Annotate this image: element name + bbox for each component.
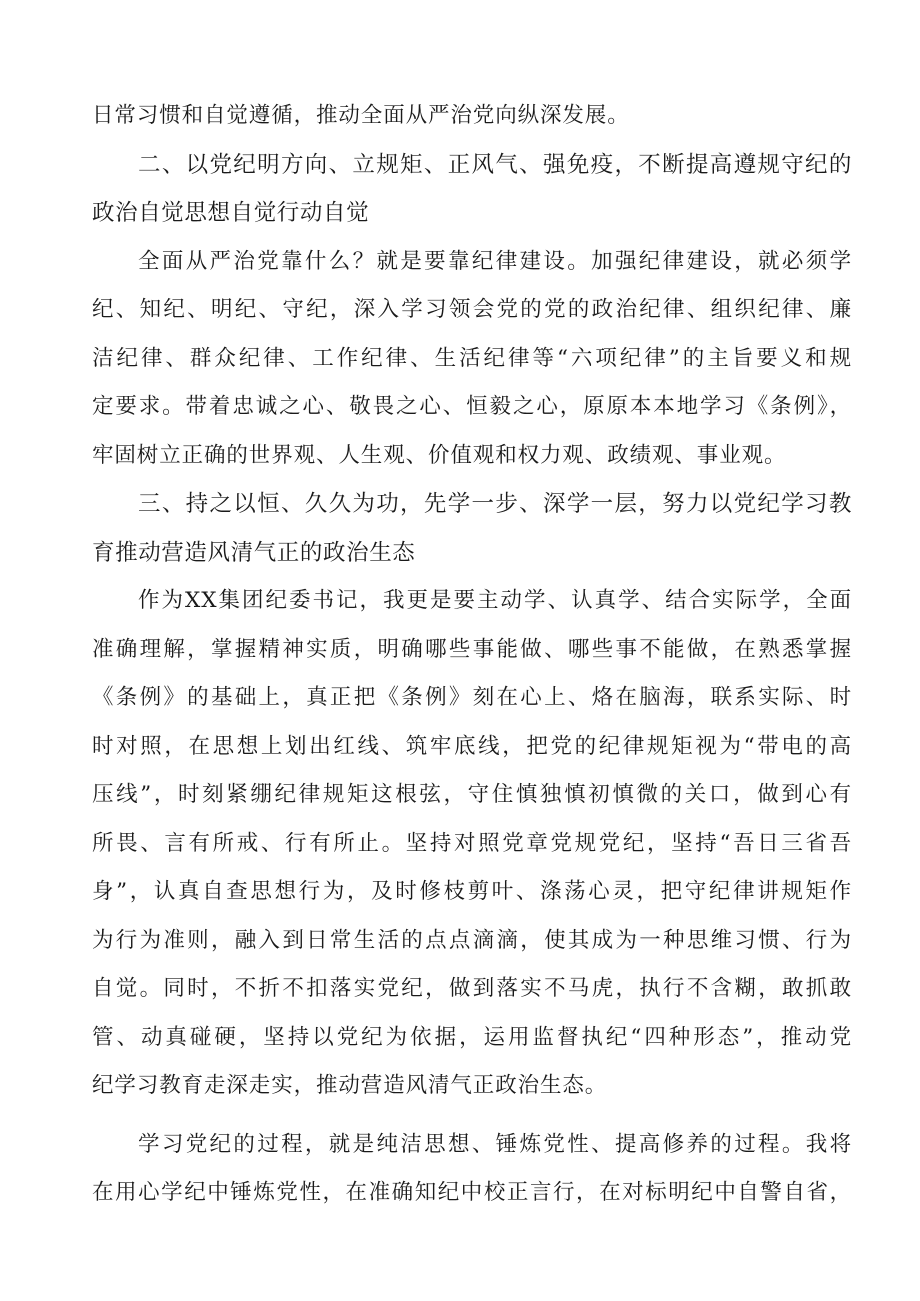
text-line: 《条例》的基础上，真正把《条例》刻在心上、烙在脑海，联系实际、时 [92, 685, 852, 710]
text-line: 所畏、言有所戒、行有所止。坚持对照党章党规党纪，坚持“吾日三省吾 [92, 830, 852, 856]
paragraph [92, 577, 852, 1111]
paragraph-tail [92, 92, 852, 141]
text-line: 压线”，时刻紧绷纪律规矩这根弦，守住慎独慎初慎微的关口，做到心有 [92, 782, 852, 807]
heading-line: 二、以党纪明方向、立规矩、正风气、强免疫，不断提高遵规守纪的 [138, 151, 852, 178]
text-line: 日常习惯和自觉遵循，推动全面从严治党向纵深发展。 [92, 103, 630, 128]
text-line: 准确理解，掌握精神实质，明确哪些事能做、哪些事不能做，在熟悉掌握 [92, 636, 852, 662]
text-line: 牢固树立正确的世界观、人生观、价值观和权力观、政绩观、事业观。 [92, 442, 787, 468]
heading-line: 三、持之以恒、久久为功，先学一步、深学一层，努力以党纪学习教 [138, 491, 852, 517]
text-line: 学习党纪的过程，就是纯洁思想、锤炼党性、提高修养的过程。我将 [138, 1131, 852, 1157]
text-line: 为行为准则，融入到日常生活的点点滴滴，使其成为一种思维习惯、行为 [92, 927, 852, 953]
text-line: 时对照，在思想上划出红线、筑牢底线，把党的纪律规矩视为“带电的高 [92, 733, 852, 759]
paragraph [92, 238, 852, 481]
text-line: 在用心学纪中锤炼党性，在准确知纪中校正言行，在对标明纪中自警自省， [92, 1180, 852, 1205]
paragraph [92, 1121, 852, 1218]
text-line: 纪学习教育走深走实，推动营造风清气正政治生态。 [92, 1073, 608, 1098]
section-heading-3 [92, 480, 852, 577]
heading-line: 政治自觉思想自觉行动自觉 [92, 200, 370, 226]
text-line: 身”，认真自查思想行为，及时修枝剪叶、涤荡心灵，把守纪律讲规矩作 [92, 879, 852, 904]
text-line: 定要求。带着忠诚之心、敬畏之心、恒毅之心，原原本本地学习《条例》， [92, 394, 852, 419]
heading-line: 育推动营造风清气正的政治生态 [92, 539, 416, 566]
text-line: 纪、知纪、明纪、守纪，深入学习领会党的党的政治纪律、组织纪律、廉 [92, 297, 852, 322]
text-line: 自觉。同时，不折不扣落实党纪，做到落实不马虎，执行不含糊，敢抓敢 [92, 976, 852, 1001]
text-line: 全面从严治党靠什么？就是要靠纪律建设。加强纪律建设，就必须学 [138, 248, 852, 274]
text-line: 管、动真碰硬，坚持以党纪为依据，运用监督执纪“四种形态”，推动党 [92, 1024, 852, 1050]
text-line: 作为XX集团纪委书记，我更是要主动学、认真学、结合实际学，全面 [138, 588, 852, 613]
section-heading-2 [92, 141, 852, 238]
document-body [92, 92, 852, 1218]
text-line: 洁纪律、群众纪律、工作纪律、生活纪律等“六项纪律”的主旨要义和规 [92, 345, 852, 371]
